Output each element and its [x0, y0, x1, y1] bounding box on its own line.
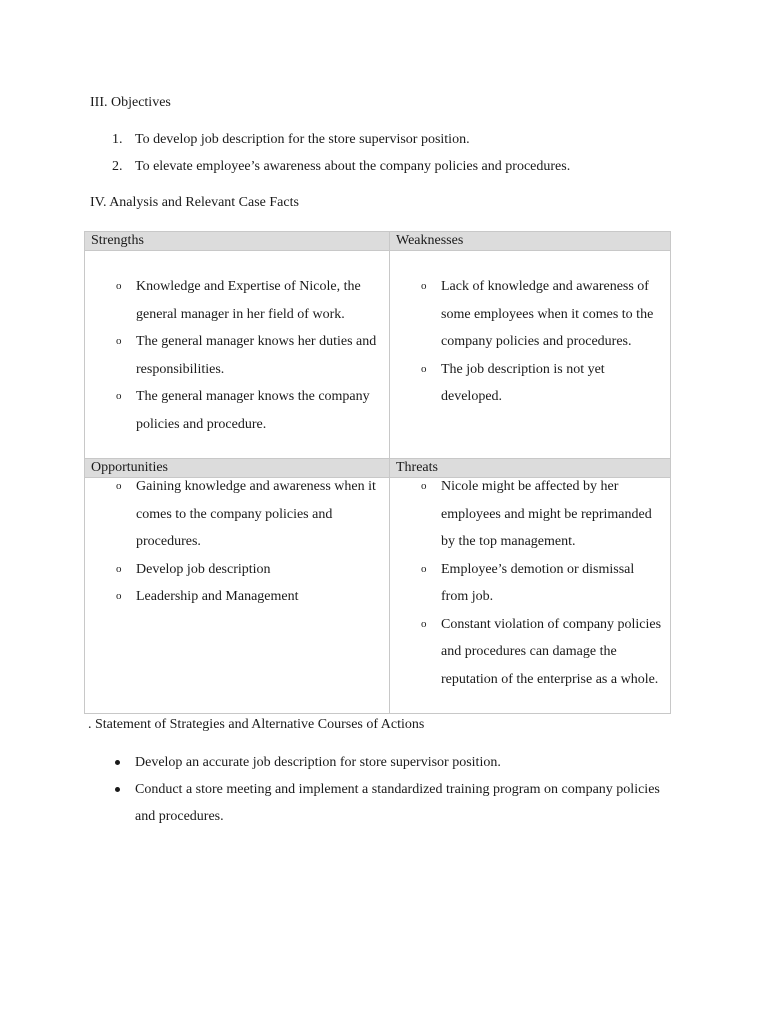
swot-table	[84, 231, 671, 716]
list-item	[112, 776, 672, 830]
item-text: Employee’s demotion or dismissal from job.	[441, 561, 635, 604]
item-text: Gaining knowledge and awareness when it comes to the company policies and procedures.	[136, 479, 376, 549]
weaknesses-cell	[390, 251, 671, 459]
item-text: Knowledge and Expertise of Nicole, the general manager in her field of work.	[136, 279, 361, 322]
item-number: 2.	[112, 159, 123, 174]
opportunities-header: Opportunities	[85, 459, 390, 478]
list-item	[390, 273, 670, 356]
strengths-list	[85, 273, 389, 438]
item-text: Constant violation of company policies and procedures can damage the reputation of the enterprise as a whole.	[441, 616, 662, 687]
circle-bullet-icon: o	[421, 280, 427, 292]
objectives-list	[112, 126, 570, 180]
item-text: The general manager knows her duties and responsibilities.	[136, 334, 377, 377]
weaknesses-list	[390, 273, 670, 411]
item-text: The job description is not yet developed.	[441, 361, 605, 404]
list-item	[85, 273, 389, 328]
analysis-heading: IV. Analysis and Relevant Case Facts	[90, 195, 299, 210]
item-number: 1.	[112, 132, 123, 147]
list-item	[85, 328, 389, 383]
opportunities-list	[85, 473, 389, 611]
list-item	[112, 749, 672, 776]
item-text: Conduct a store meeting and implement a standardized training program on company policies and procedures.	[135, 782, 660, 824]
item-text: Lack of knowledge and awareness of some employees when it comes to the company policies and procedures.	[441, 279, 654, 349]
list-item	[390, 556, 670, 611]
strengths-header: Strengths	[85, 232, 390, 251]
item-text: Develop job description	[136, 561, 271, 577]
list-item	[390, 611, 670, 694]
list-item	[85, 556, 389, 584]
circle-bullet-icon: o	[421, 480, 427, 492]
objectives-heading: III. Objectives	[90, 95, 171, 110]
circle-bullet-icon: o	[116, 480, 122, 492]
list-item	[390, 473, 670, 556]
threats-header: Threats	[390, 459, 671, 478]
list-item	[85, 383, 389, 438]
list-item	[112, 153, 570, 180]
circle-bullet-icon: o	[116, 280, 122, 292]
strategies-list	[112, 749, 672, 830]
list-item	[85, 473, 389, 556]
item-text: The general manager knows the company policies and procedure.	[136, 389, 370, 432]
bullet-icon	[115, 787, 120, 792]
circle-bullet-icon: o	[421, 617, 427, 630]
strengths-cell	[85, 251, 390, 459]
circle-bullet-icon: o	[421, 562, 427, 575]
list-item	[85, 583, 389, 611]
item-text: Develop an accurate job description for store supervisor position.	[135, 755, 501, 770]
circle-bullet-icon: o	[116, 390, 122, 402]
circle-bullet-icon: o	[116, 335, 122, 347]
strategies-heading: . Statement of Strategies and Alternative Courses of Actions	[88, 717, 425, 732]
circle-bullet-icon: o	[116, 590, 122, 602]
bullet-icon	[115, 760, 120, 765]
item-text: To develop job description for the store supervisor position.	[135, 132, 470, 147]
item-text: Nicole might be affected by her employees and might be reprimanded by the top management.	[441, 479, 652, 549]
circle-bullet-icon: o	[116, 562, 122, 575]
item-text: Leadership and Management	[136, 589, 299, 604]
list-item	[390, 356, 670, 411]
weaknesses-header: Weaknesses	[390, 232, 671, 251]
circle-bullet-icon: o	[421, 362, 427, 375]
list-item	[112, 126, 570, 153]
threats-list	[390, 473, 670, 693]
threats-cell	[390, 478, 671, 714]
opportunities-cell	[85, 478, 390, 714]
item-text: To elevate employee’s awareness about the company policies and procedures.	[135, 159, 571, 174]
